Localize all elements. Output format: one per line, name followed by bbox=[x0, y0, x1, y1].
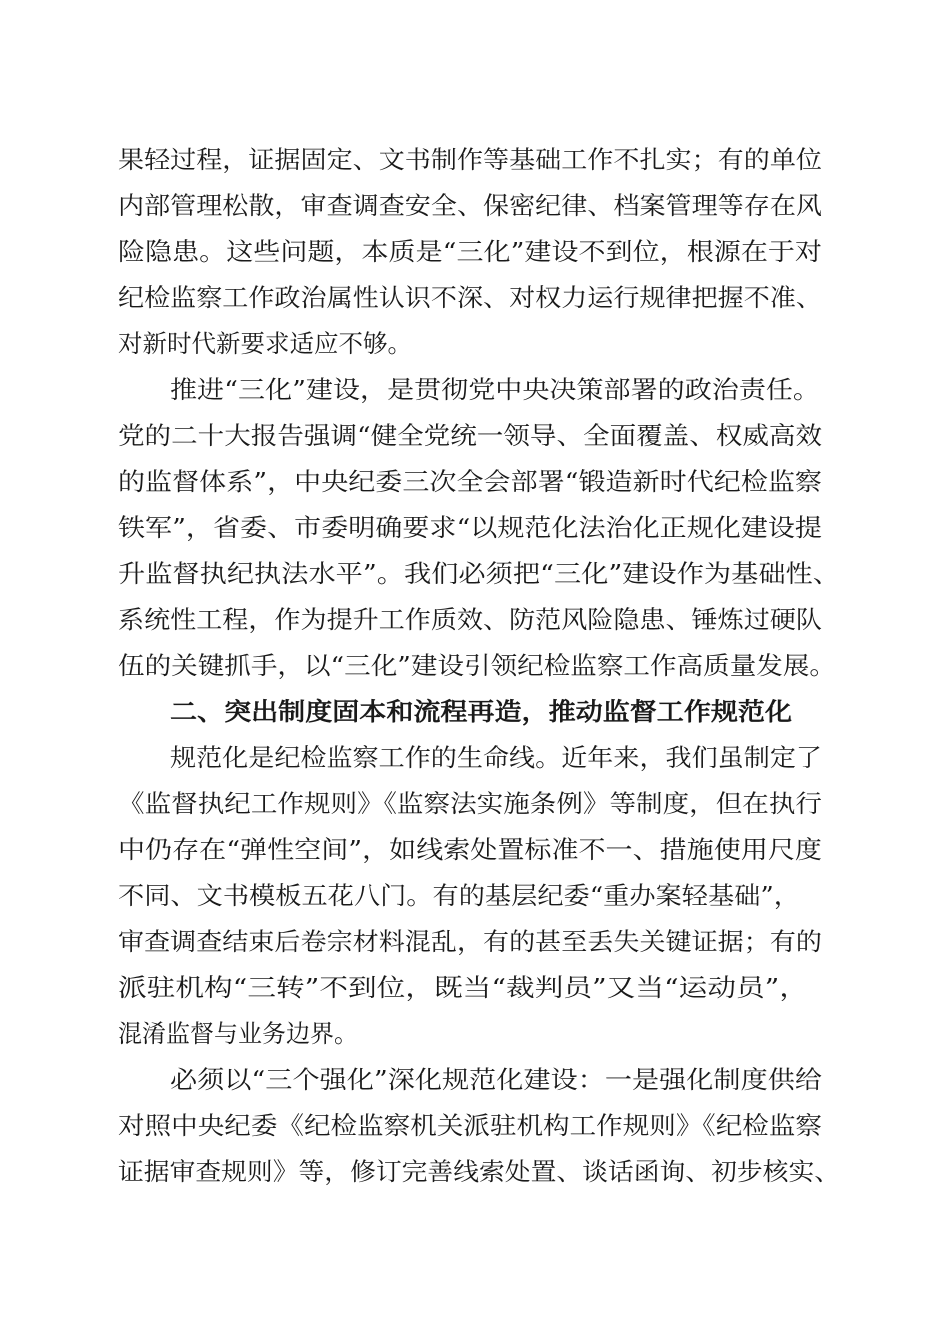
paragraph-first-line: 必须以“三个强化”深化规范化建设：一是强化制度供给 bbox=[170, 1065, 823, 1094]
section-heading: 二、突出制度固本和流程再造，推动监督工作规范化 bbox=[170, 697, 792, 726]
body-text-line: 党的二十大报告强调“健全党统一领导、全面覆盖、权威高效 bbox=[118, 421, 823, 450]
body-text-line: 果轻过程，证据固定、文书制作等基础工作不扎实；有的单位 bbox=[118, 145, 822, 174]
body-text-line: 对照中央纪委《纪检监察机关派驻机构工作规则》《纪检监察 bbox=[118, 1111, 822, 1140]
body-text-line: 中仍存在“弹性空间”，如线索处置标准不一、措施使用尺度 bbox=[118, 835, 822, 864]
body-text-line: 内部管理松散，审查调查安全、保密纪律、档案管理等存在风 bbox=[118, 191, 822, 220]
body-text-line: 混淆监督与业务边界。 bbox=[118, 1019, 359, 1048]
paragraph-first-line: 推进“三化”建设，是贯彻党中央决策部署的政治责任。 bbox=[170, 375, 821, 404]
body-text-line: 纪检监察工作政治属性认识不深、对权力运行规律把握不准、 bbox=[118, 283, 822, 312]
body-text-line: 系统性工程，作为提升工作质效、防范风险隐患、锤炼过硬队 bbox=[118, 605, 822, 634]
paragraph-first-line: 规范化是纪检监察工作的生命线。近年来，我们虽制定了 bbox=[170, 743, 823, 772]
body-text-line: 《监督执纪工作规则》《监察法实施条例》等制度，但在执行 bbox=[118, 789, 822, 818]
body-text-line: 证据审查规则》等，修订完善线索处置、谈话函询、初步核实、 bbox=[118, 1157, 841, 1186]
body-text-line: 派驻机构“三转”不到位，既当“裁判员”又当“运动员”， bbox=[118, 973, 809, 1002]
body-text-line: 铁军”，省委、市委明确要求“以规范化法治化正规化建设提 bbox=[118, 513, 822, 542]
body-text-line: 伍的关键抓手，以“三化”建设引领纪检监察工作高质量发展。 bbox=[118, 651, 837, 680]
body-text-line: 升监督执纪执法水平”。我们必须把“三化”建设作为基础性、 bbox=[118, 559, 840, 588]
body-text-line: 险隐患。这些问题，本质是“三化”建设不到位，根源在于对 bbox=[118, 237, 822, 266]
body-text-line: 对新时代新要求适应不够。 bbox=[118, 329, 412, 358]
body-text-line: 的监督体系”，中央纪委三次全会部署“锻造新时代纪检监察 bbox=[118, 467, 822, 496]
body-text-line: 审查调查结束后卷宗材料混乱，有的甚至丢失关键证据；有的 bbox=[118, 927, 822, 956]
body-text-line: 不同、文书模板五花八门。有的基层纪委“重办案轻基础”， bbox=[118, 881, 801, 910]
